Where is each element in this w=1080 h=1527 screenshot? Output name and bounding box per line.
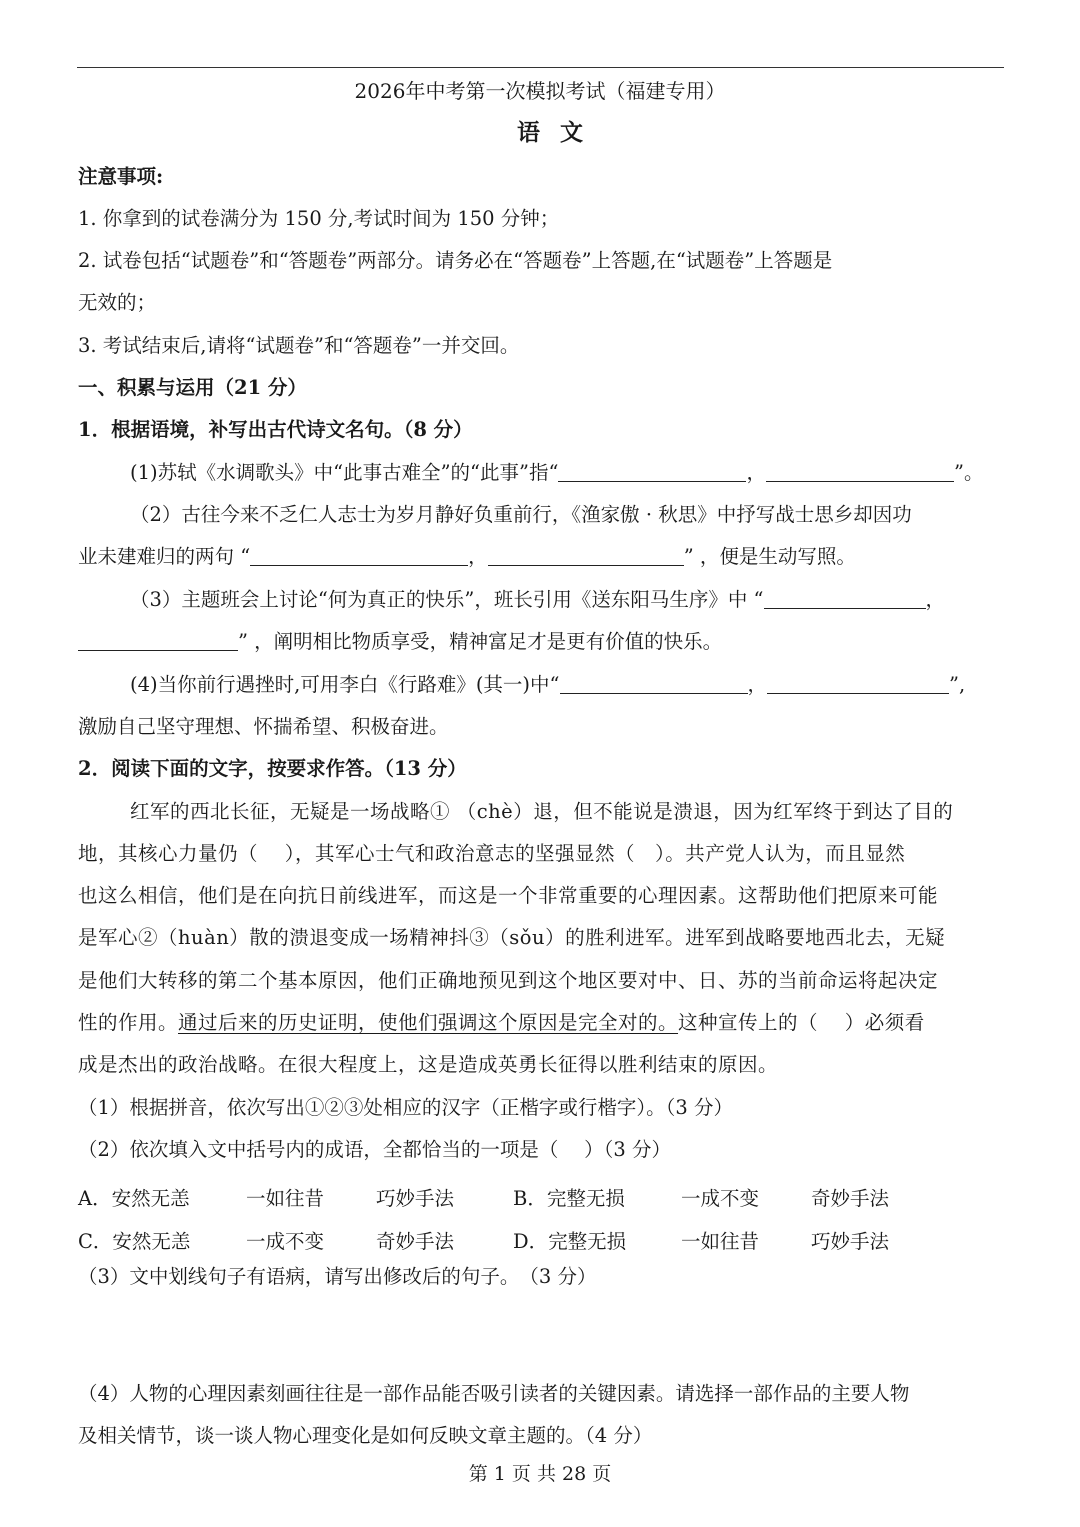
passage-line-1: 红军的西北长征，无疑是一场战略① （chè）退，但不能说是溃退，因为红军终于到达了目的 — [130, 800, 954, 823]
passage-line-7: 成是杰出的政治战略。在很大程度上，这是造成英勇长征得以胜利结束的原因。 — [78, 1053, 779, 1076]
option-c-word-2: 一成不变 — [246, 1230, 325, 1253]
option-b[interactable]: B．完整无损 — [513, 1187, 625, 1210]
notes-item-2-cont: 无效的； — [78, 291, 157, 314]
subject-title: 语文 — [517, 119, 603, 146]
notes-item-2: 2. 试卷包括“试题卷”和“答题卷”两部分。请务必在“答题卷”上答题,在“试题卷”上答题是 — [78, 249, 833, 272]
answer-blank[interactable] — [488, 545, 684, 566]
option-c[interactable]: C．安然无恙 — [78, 1230, 191, 1253]
passage-line-4: 是军心②（huàn）散的溃退变成一场精神抖③（sǒu）的胜利进军。进军到战略要地西北去，无疑 — [78, 926, 946, 949]
q1-sub-1: (1)苏轼《水调歌头》中“此事古难全”的“此事”指“ ， ”。 — [130, 461, 984, 484]
answer-blank[interactable] — [78, 630, 238, 651]
exam-title: 2026年中考第一次模拟考试（福建专用） — [354, 79, 726, 103]
q1-sub-3-cont: ” ，阐明相比物质享受，精神富足才是更有价值的快乐。 — [78, 627, 722, 657]
notes-heading: 注意事项: — [78, 165, 164, 188]
q1-sub-2: （2）古往今来不乏仁人志士为岁月静好负重前行，《渔家傲 · 秋思》中抒写战士思乡却因功 — [130, 503, 912, 526]
q2-sub-1: （1）根据拼音，依次写出①②③处相应的汉字（正楷字或行楷字）。（3 分） — [78, 1096, 734, 1119]
q1-sub-4: (4)当你前行遇挫时,可用李白《行路难》(其一)中“ ， ”, — [130, 673, 966, 696]
answer-blank[interactable] — [558, 461, 746, 482]
notes-item-3: 3. 考试结束后,请将“试题卷”和“答题卷”一并交回。 — [78, 334, 520, 357]
header-rule — [77, 67, 1004, 68]
answer-blank[interactable] — [767, 673, 949, 694]
underlined-sentence: 通过后来的历史证明，使他们强调这个原因是完全对的。 — [178, 1011, 679, 1034]
answer-blank[interactable] — [250, 545, 468, 566]
option-b-word-3: 奇妙手法 — [811, 1187, 890, 1210]
option-b-word-2: 一成不变 — [681, 1187, 760, 1210]
passage-line-3: 也这么相信，他们是在向抗日前线进军，而这是一个非常重要的心理因素。这帮助他们把原来可能 — [78, 884, 939, 907]
answer-blank[interactable] — [764, 588, 926, 609]
option-a[interactable]: A．安然无恙 — [78, 1187, 190, 1210]
section-1-title: 一、积累与运用（21 分） — [78, 376, 307, 399]
notes-item-1: 1. 你拿到的试卷满分为 150 分,考试时间为 150 分钟； — [78, 207, 560, 230]
passage-line-2: 地，其核心力量仍（ ），其军心士气和政治意志的坚强显然（ ）。共产党人认为，而且显然 — [78, 842, 906, 865]
option-d-word-2: 一如往昔 — [681, 1230, 760, 1253]
q2-sub-4: （4）人物的心理因素刻画往往是一部作品能否吸引读者的关键因素。请选择一部作品的主要人物 — [78, 1382, 910, 1405]
option-c-word-3: 奇妙手法 — [376, 1230, 455, 1253]
answer-blank[interactable] — [560, 673, 748, 694]
option-a-word-2: 一如往昔 — [246, 1187, 325, 1210]
option-d-word-3: 巧妙手法 — [811, 1230, 890, 1253]
q2-sub-3: （3）文中划线句子有语病，请写出修改后的句子。 （3 分） — [78, 1265, 597, 1288]
option-d[interactable]: D．完整无损 — [513, 1230, 627, 1253]
option-a-word-3: 巧妙手法 — [376, 1187, 455, 1210]
q1-sub-4-cont: 激励自己坚守理想、怀揣希望、积极奋进。 — [78, 715, 449, 738]
passage-line-6: 性的作用。通过后来的历史证明，使他们强调这个原因是完全对的。这种宣传上的（ ）必须看 — [78, 1011, 925, 1034]
q1-sub-2-cont: 业未建难归的两句 “ ， ” ，便是生动写照。 — [78, 545, 856, 568]
q2-sub-2: （2）依次填入文中括号内的成语，全都恰当的一项是（ ）（3 分） — [78, 1138, 671, 1161]
passage-line-5: 是他们大转移的第二个基本原因，他们正确地预见到这个地区要对中、日、苏的当前命运将起决定 — [78, 969, 939, 992]
question-1-title: 1．根据语境，补写出古代诗文名句。（8 分） — [78, 418, 473, 441]
q1-sub-3: （3）主题班会上讨论“何为真正的快乐”，班长引用《送东阳马生序》中 “ ， — [130, 588, 946, 611]
q2-sub-4-cont: 及相关情节，谈一谈人物心理变化是如何反映文章主题的。（4 分） — [78, 1424, 653, 1447]
answer-blank[interactable] — [766, 461, 954, 482]
page-footer: 第 1 页 共 28 页 — [468, 1463, 612, 1485]
question-2-title: 2．阅读下面的文字，按要求作答。（13 分） — [78, 757, 467, 780]
